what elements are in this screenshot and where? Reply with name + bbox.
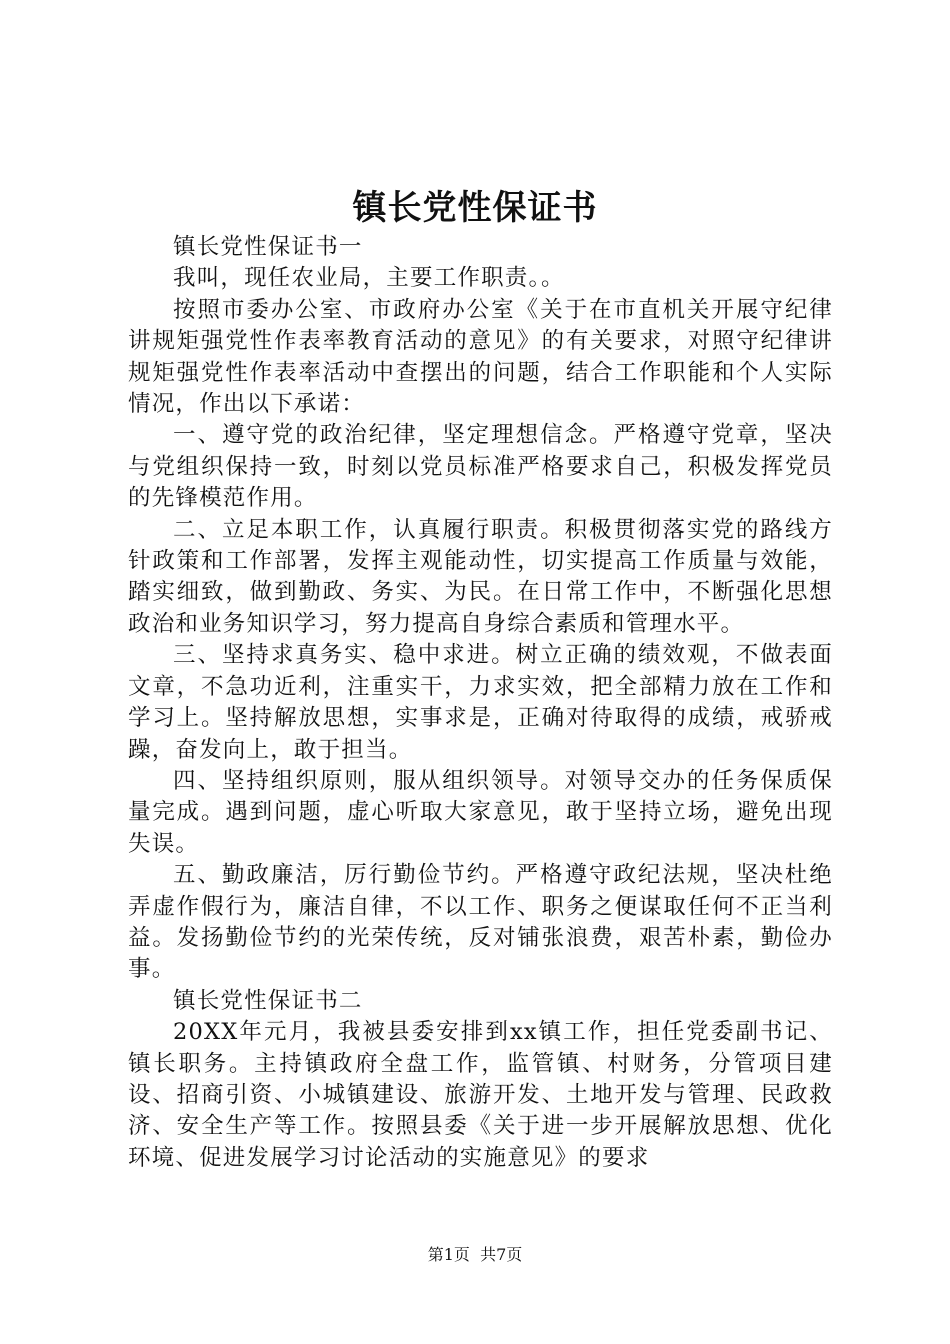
page-number-footer: 第1页 共7页: [427, 1245, 523, 1264]
paragraph: 二、立足本职工作，认真履行职责。积极贯彻落实党的路线方针政策和工作部署，发挥主观能动性，切实提高工作质量与效能，踏实细致，做到勤政、务实、为民。在日常工作中，不断强化思想政治和业务知识学习，努力提高自身综合素质和管理水平。: [128, 516, 833, 637]
paragraph: 三、坚持求真务实、稳中求进。树立正确的绩效观，不做表面文章，不急功近利，注重实干，力求实效，把全部精力放在工作和学习上。坚持解放思想，实事求是，正确对待取得的成绩，戒骄戒躁，奋发向上，敢于担当。: [128, 642, 833, 763]
paragraph: 四、坚持组织原则，服从组织领导。对领导交办的任务保质保量完成。遇到问题，虚心听取大家意见，敢于坚持立场，避免出现失误。: [128, 767, 833, 857]
document-body: [128, 232, 833, 1174]
document-title: 镇长党性保证书: [352, 188, 598, 228]
paragraph: 一、遵守党的政治纪律，坚定理想信念。严格遵守党章，坚决与党组织保持一致，时刻以党员标准严格要求自己，积极发挥党员的先锋模范作用。: [128, 422, 833, 512]
paragraph: 五、勤政廉洁，厉行勤俭节约。严格遵守政纪法规，坚决杜绝弄虚作假行为，廉洁自律，不以工作、职务之便谋取任何不正当利益。发扬勤俭节约的光荣传统，反对铺张浪费，艰苦朴素，勤俭办事。: [128, 862, 833, 983]
paragraph: 按照市委办公室、市政府办公室《关于在市直机关开展守纪律讲规矩强党性作表率教育活动的意见》的有关要求，对照守纪律讲规矩强党性作表率活动中查摆出的问题，结合工作职能和个人实际情况，作出以下承诺：: [128, 296, 833, 418]
paragraph: 20XX年元月，我被县委安排到xx镇工作，担任党委副书记、镇长职务。主持镇政府全盘工作，监管镇、村财务，分管项目建设、招商引资、小城镇建设、旅游开发、土地开发与管理、民政救济、安全生产等工作。按照县委《关于进一步开展解放思想、优化环境、促进发展学习讨论活动的实施意见》的要求: [128, 1019, 833, 1171]
paragraph: 我叫，现任农业局，主要工作职责。。: [173, 265, 565, 292]
section-heading-1: 镇长党性保证书一: [173, 234, 363, 260]
section-heading-2: 镇长党性保证书二: [173, 987, 363, 1014]
